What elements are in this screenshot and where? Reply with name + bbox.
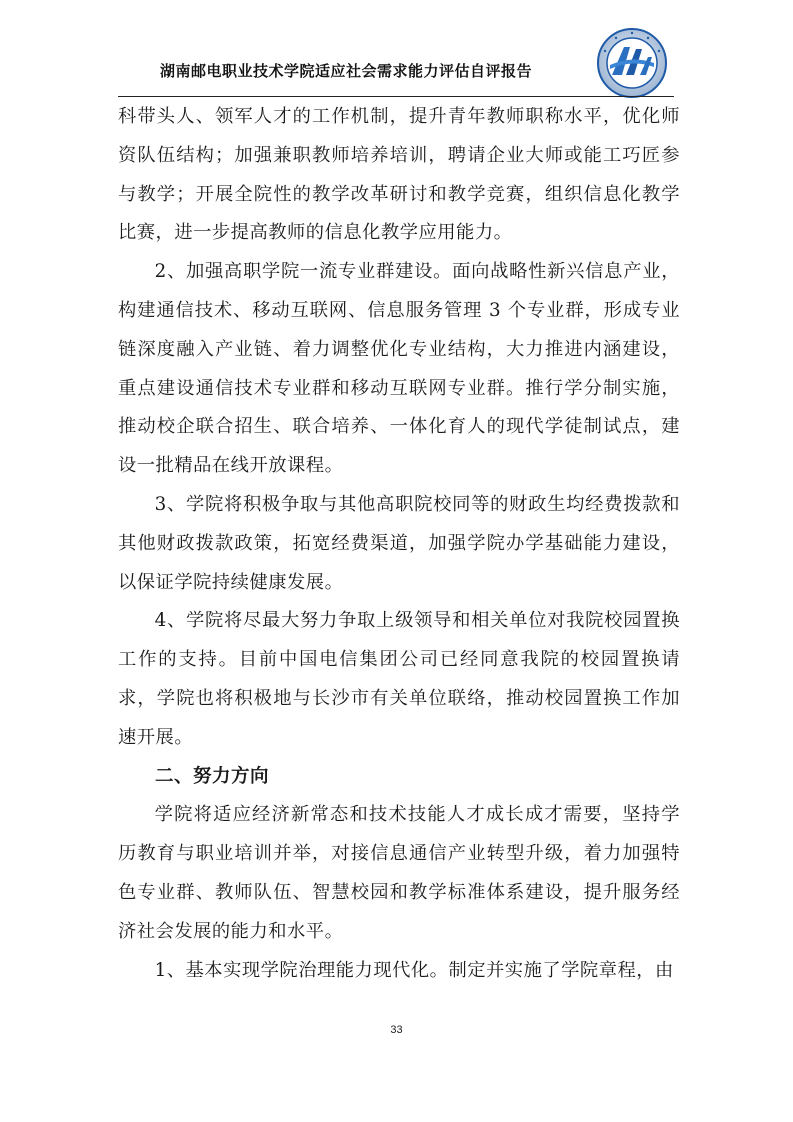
page-number: 33: [390, 1024, 403, 1036]
paragraph-goal-1: 1、基本实现学院治理能力现代化。制定并实施了学院章程，由: [154, 959, 674, 981]
report-title: 湖南邮电职业技术学院适应社会需求能力评估自评报告: [160, 62, 533, 80]
document-body: [118, 98, 680, 990]
college-logo-icon: [596, 27, 668, 99]
paragraph-item-3: 3、学院将积极争取与其他高职院校同等的财政生均经费拨款和其他财政拨款政策，拓宽经费渠道，加强学院办学基础能力建设，以保证学院持续健康发展。: [118, 493, 680, 593]
header-divider: [118, 96, 674, 97]
paragraph-item-2: 2、加强高职学院一流专业群建设。面向战略性新兴信息产业，构建通信技术、移动互联网、信息服务管理 3 个专业群，形成专业链深度融入产业链、着力调整优化专业结构，大力推进内涵建设，重点建设通信技术专业群和移动互联网专业群。推行学分制实施，推动校企联合招生、联合培养、一体化育人的现代学徒制试点，建设一批精品在线开放课程。: [118, 261, 680, 477]
section-heading: 二、努力方向: [155, 765, 270, 787]
page-header: [0, 0, 793, 100]
paragraph-continued: 科带头人、领军人才的工作机制，提升青年教师职称水平，优化师资队伍结构；加强兼职教师培养培训，聘请企业大师或能工巧匠参与教学；开展全院性的教学改革研讨和教学竞赛，组织信息化教学比赛，进一步提高教师的信息化教学应用能力。: [118, 106, 680, 244]
paragraph-item-4: 4、学院将尽最大努力争取上级领导和相关单位对我院校园置换工作的支持。目前中国电信集团公司已经同意我院的校园置换请求，学院也将积极地与长沙市有关单位联络，推动校园置换工作加速开展。: [118, 610, 680, 748]
paragraph-direction: 学院将适应经济新常态和技术技能人才成长成才需要，坚持学历教育与职业培训并举，对接信息通信产业转型升级，着力加强特色专业群、教师队伍、智慧校园和教学标准体系建设，提升服务经济社会发展的能力和水平。: [118, 804, 680, 942]
